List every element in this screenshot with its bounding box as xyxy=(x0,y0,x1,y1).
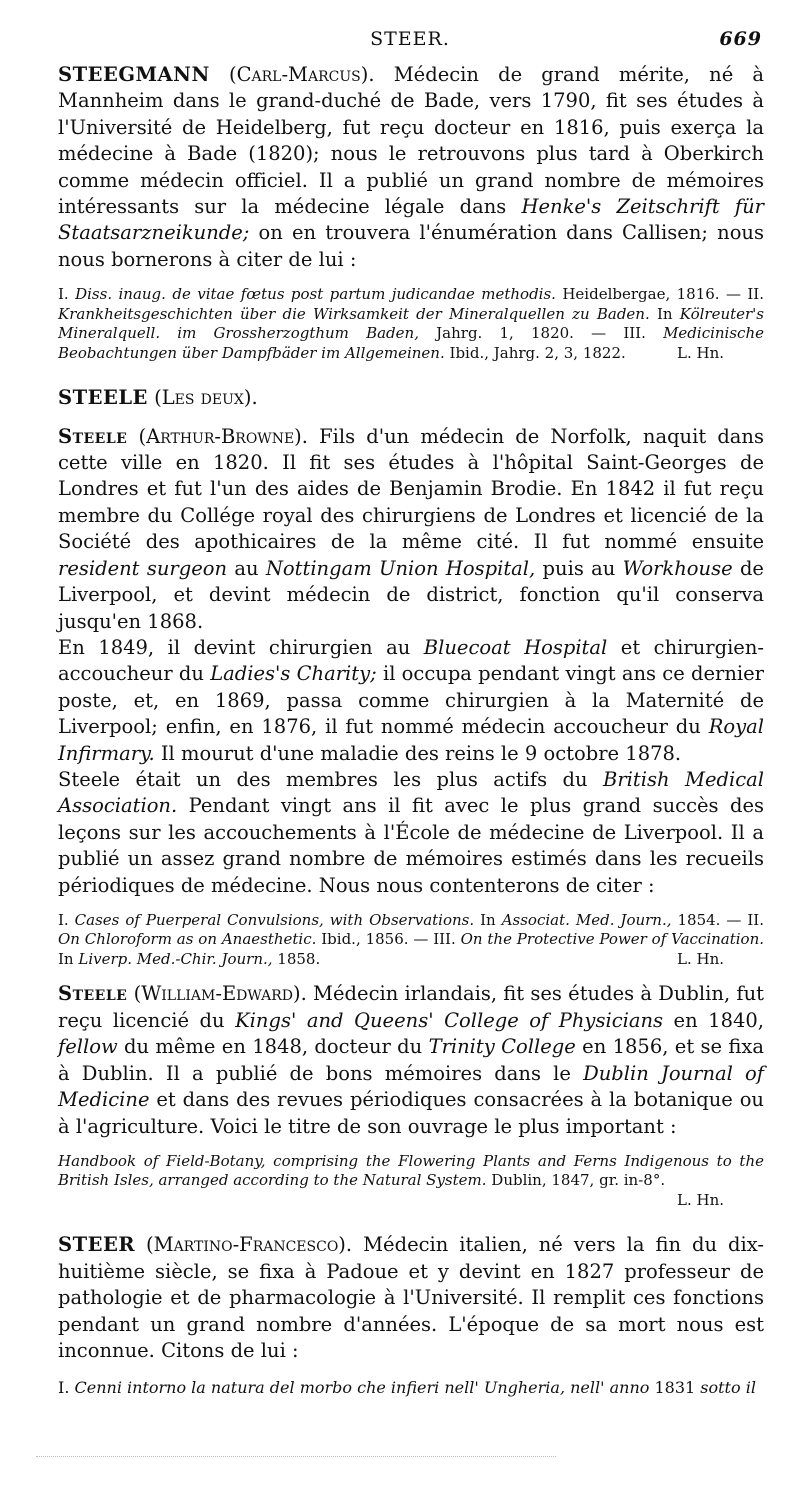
biblio-title: sotto il xyxy=(700,1378,756,1398)
biblio-title: Associat. Med. Journ., xyxy=(501,910,672,929)
biblio-text: In xyxy=(474,910,502,929)
biblio-text: Jahrg. 1, 1820. — III. xyxy=(418,324,664,343)
entry-text: Médecin de grand mérite, né à Mannheim dans le grand-duché de Bade, vers 1790, fit ses études à l'Université de Heidelberg, fut reçu docteur en 1816, puis exerça la médecine à Bade (1820); nous le retrouvons plus tard à Oberkirch comme médecin officiel. Il a publié un grand nombre de mémoires intéressants sur la médecine légale dans xyxy=(58,63,764,219)
entry-text: et dans des revues périodiques consacrées à la botanique ou à l'agriculture. Voici le titre de son ouvrage le plus important : xyxy=(58,1088,764,1138)
entry-text: il occupa pendant vingt ans ce dernier poste, et, en 1869, passa comme chirurgien à la Maternité de Liverpool; enfin, en 1876, il fut nommé médecin accoucheur du xyxy=(58,662,765,739)
biblio-title: Kölreuter's Mineralquell. im Grossherzogthum Baden, xyxy=(58,304,765,343)
biblio-number: I. xyxy=(58,910,75,929)
entry-text: Fils d'un médecin de Norfolk, naquit dans cette ville en 1820. Il fit ses études à l'hôpital Saint-Georges de Londres et fut l'un des aides de Benjamin Brodie. En 1842 il fut reçu membre du Collége royal des chirurgiens de Londres et licencié de la Société des apothicaires de la même cité. Il fut nommé ensuite xyxy=(58,424,764,554)
author-signature: L. Hn. xyxy=(676,1190,724,1209)
biblio-text: Dublin, 1847, gr. in-8°. xyxy=(486,1171,666,1190)
biblio-title: On Chloroform as on Anaesthetic. xyxy=(58,930,317,949)
entry-given-names: (Arthur-Browne). xyxy=(138,424,308,448)
entry-steele-arthur xyxy=(58,424,764,635)
italic-term: resident surgeon xyxy=(58,556,228,580)
entry-given-names: (William-Edward). xyxy=(133,982,307,1006)
biblio-text: Ibid., Jahrg. 2, 3, 1822. xyxy=(444,343,626,362)
entry-text: en 1840, xyxy=(663,1008,764,1032)
entry-steele-arthur-p2 xyxy=(58,635,764,767)
author-signature: L. Hn. xyxy=(676,343,724,362)
biblio-title: On the Protective Power of Vaccination. xyxy=(460,930,765,949)
spacer xyxy=(58,1210,764,1232)
italic-term: Kings' and Queens' College of Physicians xyxy=(235,1008,664,1032)
biblio-title: Liverp. Med.-Chir. Journ., xyxy=(78,949,273,968)
italic-term: Ladies's Charity; xyxy=(210,662,377,686)
biblio-title: Cases of Puerperal Convulsions, with Observations. xyxy=(74,910,475,929)
running-header xyxy=(58,28,762,56)
bibliography-steegmann xyxy=(58,285,764,363)
entry-given-names: (Les deux). xyxy=(154,386,258,410)
journal-title: Henke's Zeitschrift für Staatsarzneikunde; xyxy=(58,195,764,245)
italic-term: Trinity College xyxy=(428,1035,576,1059)
entry-name: STEEGMANN xyxy=(58,63,210,86)
entry-given-names: (Carl-Marcus). xyxy=(228,63,375,86)
entry-name: Steele xyxy=(58,982,128,1006)
entry-text: Médecin italien, né vers la fin du dix-huitième siècle, se fixa à Padoue et y devint en 1827 professeur de pathologie et de pharmacologie à l'Université. Il remplit ces fonctions pendant un grand nombre d'années. L'époque de sa mort nous est inconnue. Citons de lui : xyxy=(58,1233,764,1363)
italic-term: fellow xyxy=(58,1035,118,1059)
biblio-number: I. xyxy=(58,285,76,304)
biblio-text: 1854. — II. xyxy=(671,910,764,929)
biblio-title: Cenni intorno la natura del morbo che infieri nell' Ungheria, nell' anno xyxy=(74,1378,650,1398)
entry-name: STEELE xyxy=(58,386,148,410)
biblio-title: Handbook of Field-Botany, comprising the Flowering Plants and Ferns Indigenous to the British Isles, arranged according to the Natural System. xyxy=(58,1151,764,1190)
running-title: STEER. xyxy=(370,28,450,50)
entry-text: au xyxy=(227,556,266,580)
entry-text: Steele était un des membres les plus actifs du xyxy=(58,767,604,791)
entry-steele-group xyxy=(58,385,764,411)
italic-term: Royal Infirmary. xyxy=(58,715,764,765)
entry-text: En 1849, il devint chirurgien au xyxy=(58,635,424,659)
page-number: 669 xyxy=(719,28,762,50)
entry-steegmann xyxy=(58,62,764,273)
entry-name: Steele xyxy=(58,424,128,448)
entry-text: de Liverpool, et devint médecin de district, fonction qu'il conserva jusqu'en 1868. xyxy=(58,556,764,633)
spacer xyxy=(58,969,764,981)
biblio-text: Ibid., 1856. — III. xyxy=(316,930,461,949)
italic-term: Nottingam Union Hospital, xyxy=(265,556,536,580)
biblio-text: In xyxy=(649,304,680,323)
entry-text: Pendant vingt ans il fit avec le plus grand succès des leçons sur les accouchements à l'École de médecine de Liverpool. Il a publié un assez grand nombre de mémoires estimés dans les recueils périodiques de médecine. Nous nous contenterons de citer : xyxy=(58,794,764,897)
italic-term: Workhouse xyxy=(622,556,733,580)
bleed-through-line xyxy=(36,1456,556,1459)
spacer xyxy=(58,412,764,424)
bibliography-steele-william xyxy=(58,1152,764,1191)
bibliography-steer xyxy=(58,1378,764,1398)
page-body xyxy=(58,62,764,1398)
biblio-title: Krankheitsgeschichten über die Wirksamkeit der Mineralquellen zu Baden. xyxy=(58,304,650,323)
entry-text: puis au xyxy=(535,556,623,580)
italic-term: Dublin Journal of Medicine xyxy=(58,1061,765,1112)
biblio-title: Medicinische Beobachtungen über Dampfbäder im Allgemeinen. xyxy=(58,324,764,362)
author-signature: L. Hn. xyxy=(676,949,724,968)
biblio-text: 1858. xyxy=(272,949,321,968)
entry-name: STEER xyxy=(58,1233,136,1257)
entry-text: du même en 1848, docteur du xyxy=(117,1035,429,1059)
entry-text: Il mourut d'une maladie des reins le 9 octobre 1878. xyxy=(154,741,682,765)
entry-text: Médecin irlandais, fit ses études à Dublin, fut reçu licencié du xyxy=(58,982,764,1032)
biblio-number: I. xyxy=(58,1378,75,1398)
italic-term: Bluecoat Hospital xyxy=(423,635,608,659)
biblio-text: Heidelbergae, 1816. — II. xyxy=(555,285,764,304)
spacer xyxy=(58,363,764,385)
entry-text: et chirurgien-accoucheur du xyxy=(58,635,764,686)
bibliography-steele-arthur xyxy=(58,911,764,970)
entry-text: on en trouvera l'énumération dans Callisen; nous nous bornerons à citer de lui : xyxy=(58,221,764,271)
biblio-text: 1831 xyxy=(649,1378,701,1398)
biblio-title: Diss. inaug. de vitae fœtus post partum judicandae methodis. xyxy=(75,285,556,304)
entry-steer xyxy=(58,1232,764,1364)
italic-term: British Medical Association. xyxy=(58,767,765,818)
entry-steele-arthur-p3 xyxy=(58,767,764,899)
entry-given-names: (Martino-Francesco). xyxy=(146,1233,353,1257)
entry-steele-william xyxy=(58,981,764,1139)
biblio-text: In xyxy=(58,949,79,968)
entry-text: en 1856, et se fixa à Dublin. Il a publié de bons mémoires dans le xyxy=(58,1035,765,1085)
